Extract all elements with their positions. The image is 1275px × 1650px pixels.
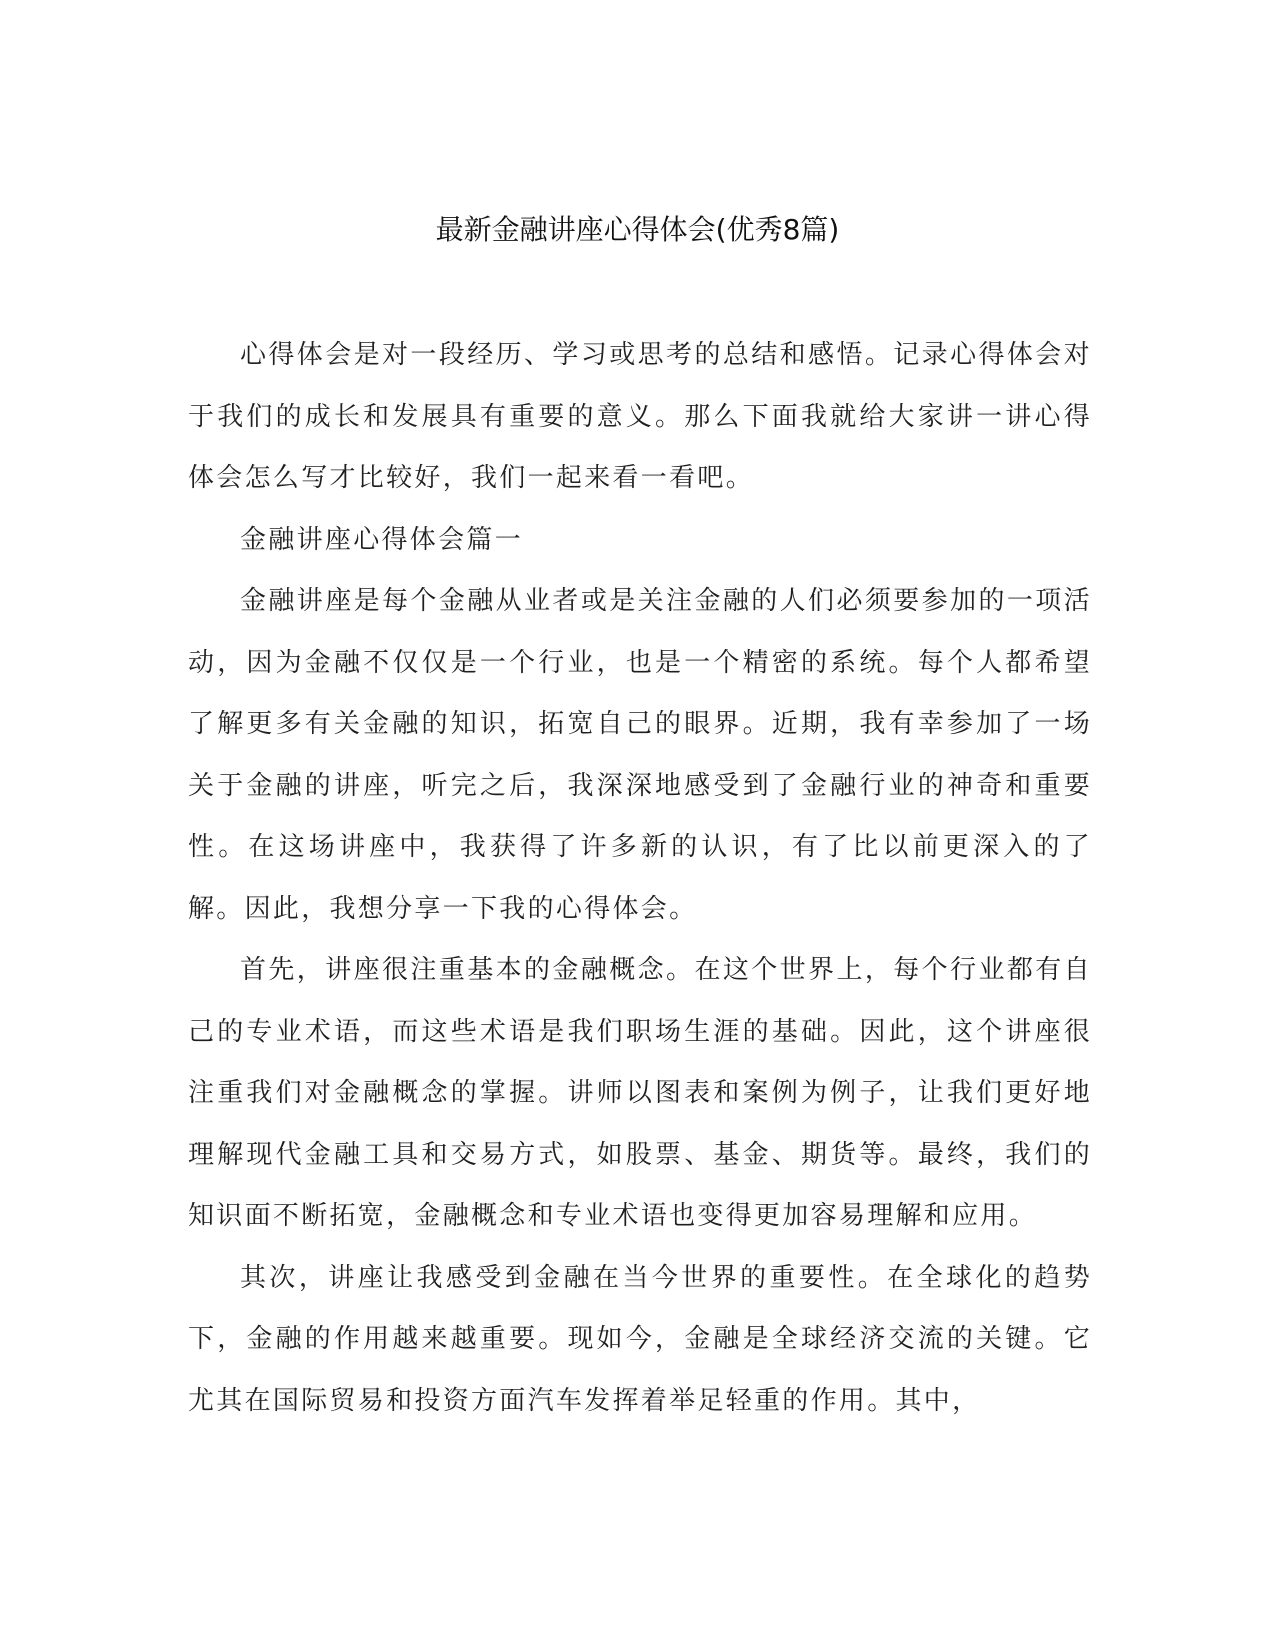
section-heading: 金融讲座心得体会篇一: [240, 524, 524, 555]
body-paragraph: 其次，讲座让我感受到金融在当今世界的重要性。在全球化的趋势下，金融的作用越来越重要。现如今，金融是全球经济交流的关键。它尤其在国际贸易和投资方面汽车发挥着举足轻重的作用。其中，: [188, 1262, 1092, 1416]
body-paragraph: 金融讲座是每个金融从业者或是关注金融的人们必须要参加的一项活动，因为金融不仅仅是一个行业，也是一个精密的系统。每个人都希望了解更多有关金融的知识，拓宽自己的眼界。近期，我有幸参加了一场关于金融的讲座，听完之后，我深深地感受到了金融行业的神奇和重要性。在这场讲座中，我获得了许多新的认识，有了比以前更深入的了解。因此，我想分享一下我的心得体会。: [188, 586, 1092, 924]
document-title: 最新金融讲座心得体会(优秀8篇): [435, 213, 840, 246]
document-body: [188, 325, 1092, 1432]
body-paragraph: 首先，讲座很注重基本的金融概念。在这个世界上，每个行业都有自己的专业术语，而这些术语是我们职场生涯的基础。因此，这个讲座很注重我们对金融概念的掌握。讲师以图表和案例为例子，让我们更好地理解现代金融工具和交易方式，如股票、基金、期货等。最终，我们的知识面不断拓宽，金融概念和专业术语也变得更加容易理解和应用。: [188, 955, 1092, 1231]
intro-paragraph: 心得体会是对一段经历、学习或思考的总结和感悟。记录心得体会对于我们的成长和发展具有重要的意义。那么下面我就给大家讲一讲心得体会怎么写才比较好，我们一起来看一看吧。: [188, 340, 1092, 493]
